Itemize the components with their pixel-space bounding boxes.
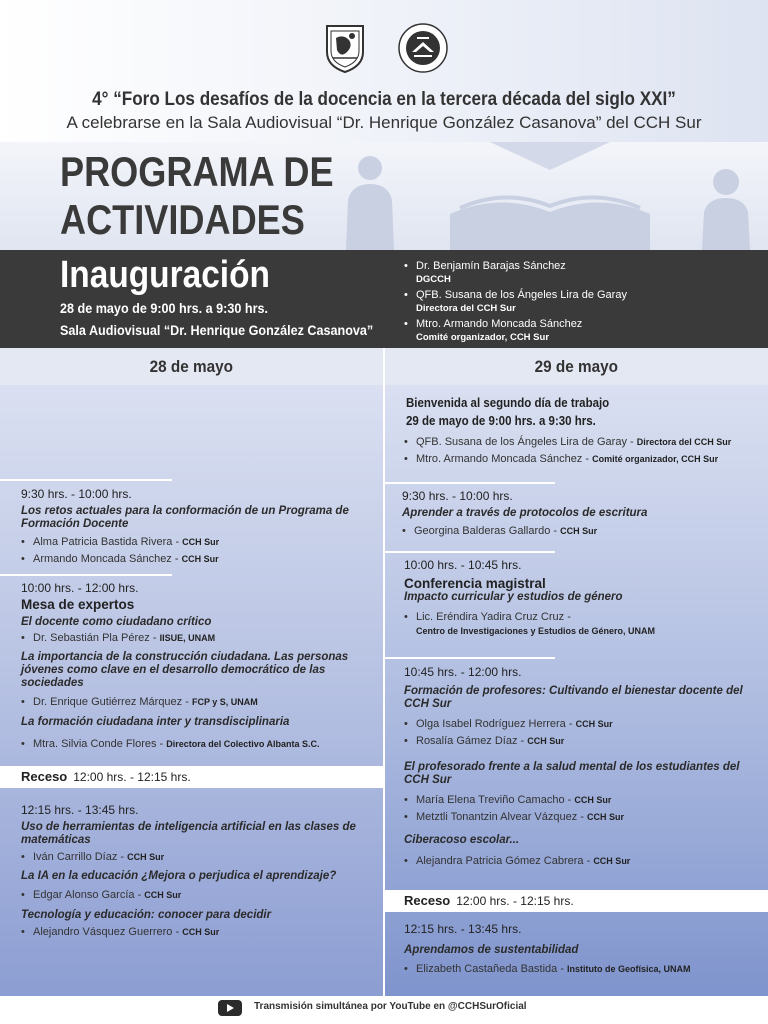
program-title-line1: PROGRAMA DE — [60, 148, 334, 195]
unam-shield-logo — [319, 22, 371, 74]
time-label: 12:15 hrs. - 13:45 hrs. — [21, 803, 139, 817]
welcome-date: 29 de mayo de 9:00 hrs. a 9:30 hrs. — [406, 414, 596, 428]
divider-line — [0, 574, 172, 576]
time-label: 12:15 hrs. - 13:45 hrs. — [404, 922, 522, 936]
list-item: • Olga Isabel Rodríguez Herrera - CCH Sur — [404, 717, 756, 731]
forum-title: 4° “Foro Los desafíos de la docencia en la tercera década del siglo XXI” — [92, 89, 676, 110]
section-title: Conferencia magistral — [404, 576, 546, 591]
divider-line — [385, 657, 555, 659]
inauguration-section — [0, 250, 768, 348]
list-item: • Armando Moncada Sánchez - CCH Sur — [21, 552, 367, 566]
time-label: 9:30 hrs. - 10:00 hrs. — [21, 487, 132, 501]
list-item: • Rosalía Gámez Díaz - CCH Sur — [404, 734, 756, 748]
break-time: 12:00 hrs. - 12:15 hrs. — [73, 770, 191, 784]
header — [0, 0, 768, 142]
list-item: • Iván Carrillo Díaz - CCH Sur — [21, 850, 367, 864]
day2-block-2 — [385, 558, 768, 638]
talk-title: El docente como ciudadano crítico — [21, 616, 212, 628]
list-item — [402, 260, 762, 286]
talk-title: Los retos actuales para la conformación de un Programa de Formación Docente — [21, 505, 349, 530]
list-item: • QFB. Susana de los Ángeles Lira de Garay - Directora del CCH Sur — [404, 435, 758, 449]
footer — [0, 996, 768, 1024]
talk-title: Aprender a través de protocolos de escritura — [402, 507, 648, 519]
break-time: 12:00 hrs. - 12:15 hrs. — [456, 894, 574, 908]
list-item: • Metztli Tonantzin Alvear Vázquez - CCH Sur — [404, 810, 756, 824]
list-item: • Alma Patricia Bastida Rivera - CCH Sur — [21, 535, 367, 549]
day1-heading: 28 de mayo — [0, 348, 383, 385]
logos — [0, 22, 768, 74]
talk-title: El profesorado frente a la salud mental de los estudiantes del CCH Sur — [404, 761, 740, 786]
day2-column — [385, 348, 768, 996]
day1-column — [0, 348, 383, 996]
person-affiliation: Directora del CCH Sur — [416, 303, 516, 314]
inauguration-place: Sala Audiovisual “Dr. Henrique González Casanova” — [60, 322, 374, 338]
break-bar — [385, 890, 768, 912]
streaming-notice: Transmisión simultánea por YouTube en @CCHSurOficial — [254, 1001, 527, 1012]
inauguration-date: 28 de mayo de 9:00 hrs. a 9:30 hrs. — [60, 300, 269, 316]
time-label: 10:45 hrs. - 12:00 hrs. — [404, 665, 522, 679]
person-name: Dr. Benjamín Barajas Sánchez — [416, 260, 566, 272]
list-item: • Alejandro Vásquez Guerrero - CCH Sur — [21, 925, 367, 939]
person-affiliation: Comité organizador, CCH Sur — [416, 332, 550, 343]
talk-title: Uso de herramientas de inteligencia artificial en las clases de matemáticas — [21, 821, 356, 846]
person-name: QFB. Susana de los Ángeles Lira de Garay — [416, 289, 627, 301]
day1-block-3 — [0, 803, 383, 939]
talk-title: Ciberacoso escolar... — [404, 834, 520, 846]
inauguration-people — [402, 260, 762, 347]
talk-title: La importancia de la construcción ciudadana. Las personas jóvenes como clave en el desarrollo democrático de las sociedades — [21, 651, 349, 689]
talk-title: La formación ciudadana inter y transdisciplinaria — [21, 716, 290, 728]
day1-block-1 — [0, 487, 383, 566]
day2-welcome — [385, 394, 768, 466]
divider-line — [385, 482, 555, 484]
day2-block-3 — [385, 665, 768, 868]
talk-title: Formación de profesores: Cultivando el bienestar docente del CCH Sur — [404, 685, 743, 710]
list-item: • Mtro. Armando Moncada Sánchez - Comité organizador, CCH Sur — [404, 452, 758, 466]
talk-title: Aprendamos de sustentabilidad — [404, 944, 579, 956]
youtube-icon[interactable] — [218, 1000, 242, 1016]
list-item — [402, 289, 762, 315]
program-title — [60, 148, 370, 244]
list-item: • Edgar Alonso García - CCH Sur — [21, 888, 367, 902]
cch-sur-logo — [397, 22, 449, 74]
day1-block-2 — [0, 581, 383, 751]
day2-block-4 — [385, 922, 768, 976]
divider-line — [0, 479, 172, 481]
time-label: 10:00 hrs. - 10:45 hrs. — [404, 558, 522, 572]
divider-line — [385, 551, 555, 553]
day2-heading: 29 de mayo — [385, 348, 768, 385]
section-title: Mesa de expertos — [21, 597, 135, 612]
day2-block-1 — [385, 489, 768, 538]
welcome-title: Bienvenida al segundo día de trabajo — [406, 396, 610, 410]
person-name: Mtro. Armando Moncada Sánchez — [416, 318, 583, 330]
time-label: 9:30 hrs. - 10:00 hrs. — [402, 489, 513, 503]
list-item: • Elizabeth Castañeda Bastida - Instituto de Geofísica, UNAM — [404, 962, 756, 976]
people-book-illustration — [330, 142, 768, 250]
break-label: Receso — [404, 893, 451, 908]
forum-subtitle: A celebrarse en la Sala Audiovisual “Dr. Henrique González Casanova” del CCH Sur — [66, 113, 702, 132]
talk-title: Tecnología y educación: conocer para decidir — [21, 909, 272, 921]
program-banner — [0, 142, 768, 250]
list-item: • Georgina Balderas Gallardo - CCH Sur — [402, 524, 756, 538]
list-item: • Mtra. Silvia Conde Flores - Directora del Colectivo Albanta S.C. — [21, 737, 367, 751]
break-label: Receso — [21, 769, 68, 784]
time-label: 10:00 hrs. - 12:00 hrs. — [21, 581, 139, 595]
break-bar — [0, 766, 383, 788]
list-item: • María Elena Treviño Camacho - CCH Sur — [404, 793, 756, 807]
list-item: • Dr. Enrique Gutiérrez Márquez - FCP y S, UNAM — [21, 695, 367, 709]
list-item — [402, 318, 762, 344]
list-item: • Lic. Eréndira Yadira Cruz Cruz - Centro de Investigaciones y Estudios de Género, UNAM — [404, 610, 756, 638]
talk-title: Impacto curricular y estudios de género — [404, 591, 623, 603]
person-affiliation: DGCCH — [416, 274, 451, 285]
program-title-line2: ACTIVIDADES — [60, 196, 305, 243]
inauguration-title: Inauguración — [60, 254, 270, 296]
talk-title: La IA en la educación ¿Mejora o perjudica el aprendizaje? — [21, 870, 337, 882]
list-item: • Alejandra Patricia Gómez Cabrera - CCH Sur — [404, 854, 756, 868]
list-item: • Dr. Sebastián Pla Pérez - IISUE, UNAM — [21, 631, 367, 645]
